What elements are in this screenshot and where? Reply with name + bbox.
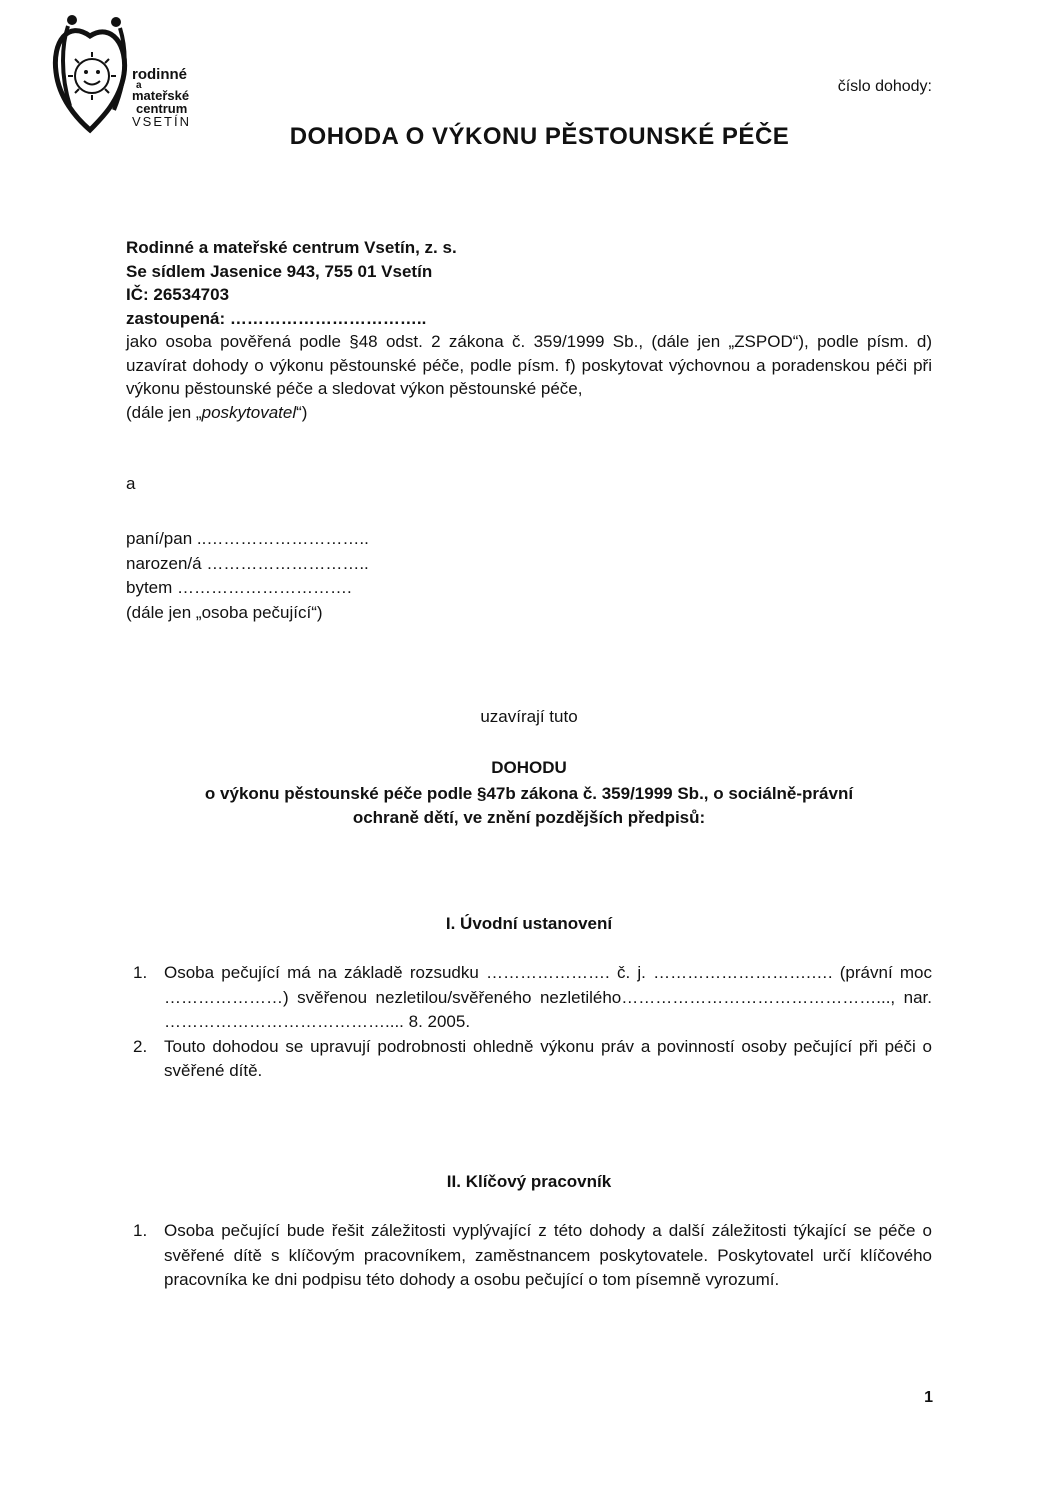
provider-address: Se sídlem Jasenice 943, 755 01 Vsetín <box>126 261 433 281</box>
alias-word: poskytovatel <box>201 402 297 422</box>
conclude-subheading-2: ochraně dětí, ve znění pozdějších předpisů: <box>352 808 706 827</box>
list-item-number: 2. <box>133 1036 148 1056</box>
logo-wordmark <box>132 67 191 128</box>
logo-line: mateřské <box>132 88 190 103</box>
carer-born-line: narozen/á ……………………….. <box>126 553 369 573</box>
provider-description: jako osoba pověřená podle §48 odst. 2 zákona č. 359/1999 Sb., (dále jen „ZSPOD“), podle písm. d) uzavírat dohody o výkonu pěstounské péče, podle písm. f) poskytovat výchovnou a poradenskou péči při výkonu pěstounské péče a sledovat výkon pěstounské péče, <box>126 332 932 398</box>
conclude-intro: uzavírají tuto <box>480 707 578 726</box>
provider-alias <box>126 401 932 425</box>
list-item-text: Osoba pečující bude řešit záležitosti vyplývající z této dohody a další záležitosti týkající se péče o svěřené dítě s klíčovým pracovníkem, zaměstnancem poskytovatele. Poskytovatel určí klíčového pracovníka ke dni podpisu této dohody a osobu pečující o tom písemně vyrozumí. <box>164 1221 932 1289</box>
organization-logo <box>50 14 220 136</box>
logo-line: a <box>136 80 142 91</box>
carer-block <box>126 527 932 625</box>
logo-line: VSETÍN <box>132 114 191 129</box>
list-item <box>126 961 932 1035</box>
list-item-number: 1. <box>133 963 148 982</box>
section-2-title: II. Klíčový pracovník <box>446 1172 612 1191</box>
logo-line: rodinné <box>132 66 187 83</box>
conclude-subheading-1: o výkonu pěstounské péče podle §47b zákona č. 359/1999 Sb., o sociálně-právní <box>204 784 854 803</box>
document-title: DOHODA O VÝKONU PĚSTOUNSKÉ PÉČE <box>289 123 790 150</box>
carer-name-line: paní/pan ..……………………….. <box>126 529 369 548</box>
provider-represented: zastoupená: …………………………….. <box>126 308 427 328</box>
provider-block <box>126 236 932 424</box>
section-2-list <box>126 1219 932 1293</box>
document-number-label: číslo dohody: <box>837 78 932 95</box>
list-item-text: Touto dohodou se upravují podrobnosti ohledně výkonu práv a povinností osoby pečující při péči o svěřené dítě. <box>164 1036 932 1080</box>
list-item-number: 1. <box>133 1221 148 1240</box>
logo-line: centrum <box>136 101 188 116</box>
list-item-text: Osoba pečující má na základě rozsudku …………………. č. j. ……………………….…. (právní moc …………………) svěřenou nezletilou/svěřeného nezletilého………………………………………..., nar. ………………………………….... 8. 2005. <box>164 963 932 1031</box>
section-1-title: I. Úvodní ustanovení <box>445 914 613 933</box>
list-item <box>126 1219 932 1293</box>
alias-suffix: “) <box>296 402 308 422</box>
page-number: 1 <box>924 1389 933 1406</box>
section-1-list <box>126 961 932 1084</box>
conclude-heading: DOHODU <box>491 758 567 777</box>
provider-ic: IČ: 26534703 <box>126 285 230 304</box>
alias-prefix: (dále jen „ <box>126 402 202 422</box>
connector-text: a <box>126 474 136 493</box>
carer-address-line: bytem …………………………. <box>126 578 352 597</box>
provider-name: Rodinné a mateřské centrum Vsetín, z. s. <box>126 238 457 257</box>
carer-alias: (dále jen „osoba pečující“) <box>126 602 323 622</box>
list-item <box>126 1035 932 1084</box>
